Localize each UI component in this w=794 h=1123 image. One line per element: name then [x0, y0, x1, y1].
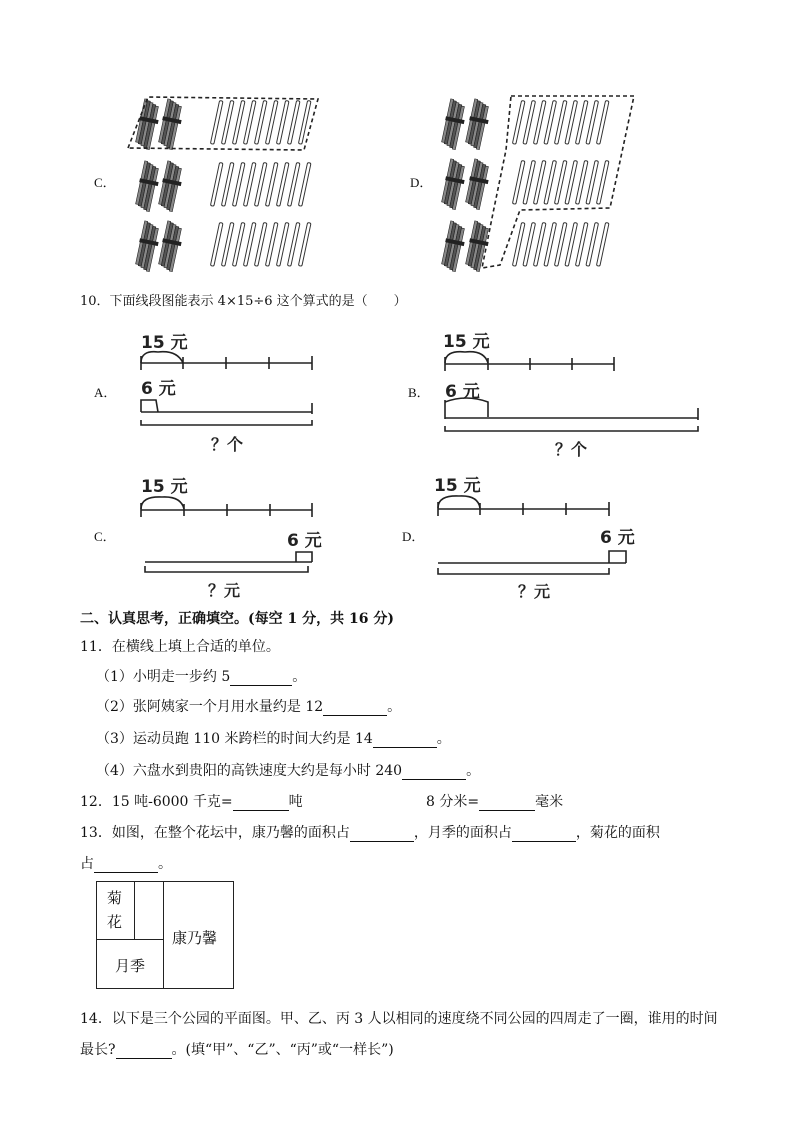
q12-blank-1[interactable]	[233, 796, 289, 811]
diagram-a-6-yuan: 6 元	[141, 379, 176, 399]
diagram-c-15-yuan: 15 元	[141, 477, 188, 497]
q14-line-2	[80, 1039, 394, 1059]
q11-item-3	[96, 728, 451, 748]
q12-right-text: 8 分米=	[426, 794, 480, 810]
diagram-c-6-yuan: 6 元	[287, 531, 322, 551]
q11-blank-2[interactable]	[323, 701, 387, 716]
divider-horizontal	[97, 939, 164, 940]
q10-stem: 10．下面线段图能表示 4×15÷6 这个算式的是（ ）	[80, 294, 407, 309]
q13-text-e: 。	[158, 856, 172, 872]
q13-blank-chrysanthemum[interactable]	[94, 858, 158, 873]
q11-stem: 11．在横线上填上合适的单位。	[80, 639, 280, 655]
q10-option-b-label[interactable]: B．	[408, 385, 430, 400]
q12-left	[80, 791, 303, 811]
divider-vertical-small	[134, 882, 135, 940]
q11-blank-3[interactable]	[373, 733, 437, 748]
q11-blank-1[interactable]	[230, 671, 292, 686]
diagram-d-15-yuan: 15 元	[434, 476, 481, 496]
q13-line-2	[80, 853, 172, 873]
q11-item-2-text: （2）张阿姨家一个月用水量约是 12	[96, 699, 324, 715]
q12-left-unit: 吨	[288, 794, 303, 810]
q13-text-c: ，菊花的面积	[575, 825, 660, 841]
q11-item-4-end: 。	[466, 763, 481, 779]
q11-item-1-end: 。	[292, 669, 307, 685]
q13-text-a: 13．如图，在整个花坛中，康乃馨的面积占	[80, 825, 350, 841]
q12-number: 12．	[80, 794, 112, 810]
q9-option-d-label[interactable]: D．	[410, 175, 433, 190]
diagram-d-question: ？元	[518, 582, 551, 601]
q11-item-2	[96, 696, 401, 716]
q14-text-b: 。(填“甲”、“乙”、“丙”或“一样长”)	[171, 1042, 394, 1058]
chrysanthemum-char-2: 花	[107, 913, 123, 931]
q10-option-a-label[interactable]: A．	[94, 385, 117, 400]
q10-option-c-label[interactable]: C．	[94, 529, 116, 544]
q13-text-b: ，月季的面积占	[413, 825, 512, 841]
q13-text-d: 占	[80, 856, 94, 872]
q11-blank-4[interactable]	[402, 765, 466, 780]
q11-item-4-text: （4）六盘水到贵阳的高铁速度大约是每小时 240	[96, 763, 403, 779]
q11-item-1	[96, 666, 306, 686]
q13-blank-rose[interactable]	[512, 827, 576, 842]
chrysanthemum-char-1: 菊	[107, 889, 123, 907]
diagram-b-question: ？个	[555, 440, 588, 459]
carnation-label: 康乃馨	[172, 929, 218, 947]
diagram-a-15-yuan: 15 元	[141, 333, 188, 353]
q13-blank-carnation[interactable]	[350, 827, 414, 842]
diagram-b-15-yuan: 15 元	[443, 332, 490, 352]
q9-option-c-label[interactable]: C．	[94, 175, 116, 190]
q14-text-a: 最长?	[80, 1042, 116, 1058]
diagram-b-6-yuan: 6 元	[445, 382, 480, 402]
q12-left-text: 15 吨-6000 千克=	[111, 794, 233, 810]
diagram-c-question: ？元	[208, 581, 241, 600]
q11-item-3-end: 。	[436, 731, 451, 747]
q12-blank-2[interactable]	[479, 796, 535, 811]
rose-label: 月季	[115, 957, 146, 975]
q11-item-1-text: （1）小明走一步约 5	[96, 669, 231, 685]
flower-bed-figure	[96, 881, 234, 989]
divider-vertical-main	[163, 882, 164, 988]
q11-item-2-end: 。	[387, 699, 402, 715]
diagram-d-6-yuan: 6 元	[600, 528, 635, 548]
section-2-heading: 二、认真思考，正确填空。(每空 1 分，共 16 分)	[80, 611, 394, 627]
q12-right-unit: 毫米	[535, 794, 564, 810]
q11-item-3-text: （3）运动员跑 110 米跨栏的时间大约是 14	[96, 731, 373, 747]
q12-right	[426, 791, 563, 811]
chrysanthemum-label	[107, 886, 122, 934]
q10-option-d-label[interactable]: D．	[402, 529, 425, 544]
q11-item-4	[96, 760, 480, 780]
q13-line-1	[80, 822, 660, 842]
diagram-a-question: ？个	[211, 435, 244, 454]
q14-line-1: 14．以下是三个公园的平面图。甲、乙、丙 3 人以相同的速度绕不同公园的四周走了一圈，谁用的时间	[80, 1011, 718, 1027]
q14-blank[interactable]	[116, 1044, 172, 1059]
